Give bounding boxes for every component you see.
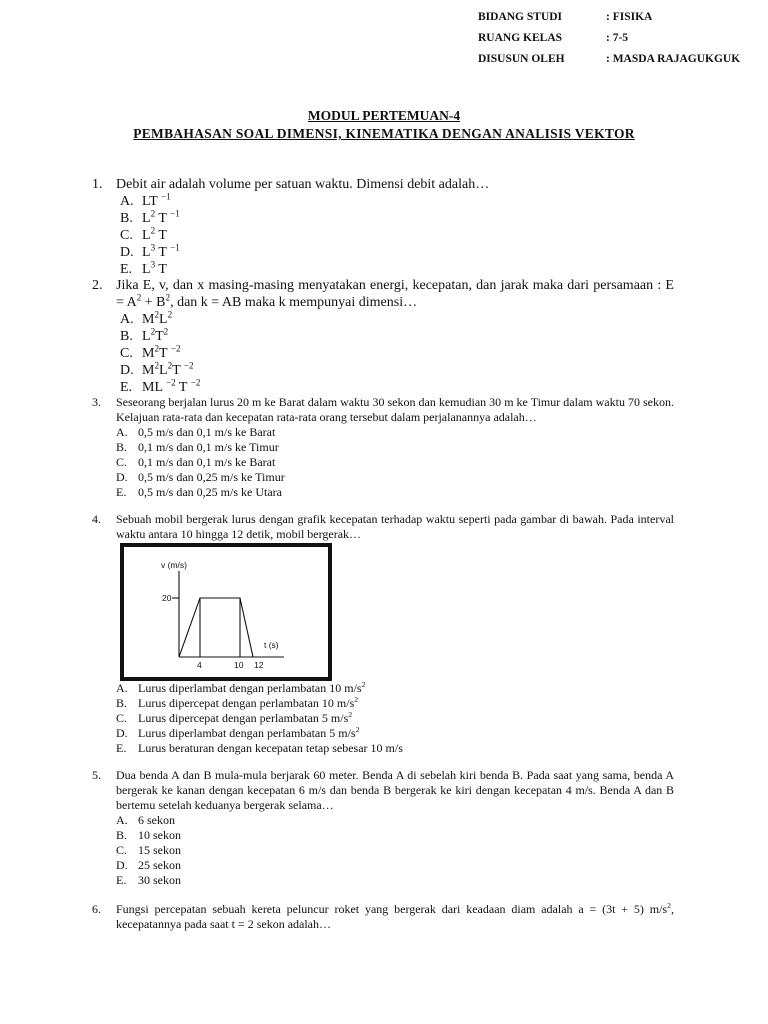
answer-option bbox=[116, 873, 674, 888]
question-text: Jika E, v, dan x masing-masing menyatakan energi, kecepatan, dan jarak maka dari persamaan : $E = A^2 + B^2$, dan k = AB maka k mempunyai dimensi… bbox=[116, 278, 674, 310]
question-1 bbox=[92, 176, 674, 278]
option-text: 0,5 m/s dan 0,25 m/s ke Timur bbox=[138, 470, 285, 484]
x-tick-label: 12 bbox=[254, 660, 264, 670]
header-row bbox=[478, 6, 740, 27]
answer-option bbox=[120, 379, 674, 396]
option-text: $L^2T^2$ bbox=[142, 326, 169, 344]
option-letter: B. bbox=[120, 211, 133, 226]
question-5 bbox=[92, 768, 674, 888]
option-letter: A. bbox=[120, 312, 134, 327]
option-letter: B. bbox=[120, 329, 133, 344]
option-text: 15 sekon bbox=[138, 843, 181, 857]
y-tick-label: 20 bbox=[162, 593, 172, 603]
answer-option bbox=[116, 681, 674, 696]
option-letter: B. bbox=[116, 828, 128, 842]
question-number: 6. bbox=[92, 902, 101, 916]
velocity-line bbox=[179, 598, 253, 657]
option-letter: E. bbox=[116, 873, 127, 887]
answer-option bbox=[116, 485, 674, 500]
option-list bbox=[116, 813, 674, 888]
header-label: RUANG KELAS bbox=[478, 31, 563, 44]
option-text: $M^2T$ $^{-2}$ bbox=[142, 343, 181, 361]
option-letter: A. bbox=[116, 681, 128, 695]
option-text: 6 sekon bbox=[138, 813, 175, 827]
option-list bbox=[116, 193, 674, 278]
option-text: $L^2$ T bbox=[142, 225, 167, 243]
option-text: $L^3$ T bbox=[142, 259, 167, 277]
answer-option bbox=[116, 858, 674, 873]
option-text: Lurus dipercepat dengan perlambatan 5 $m/s^2$ bbox=[138, 710, 353, 725]
answer-option bbox=[120, 311, 674, 328]
option-text: $L^3$ T $^{-1}$ bbox=[142, 242, 180, 260]
option-letter: E. bbox=[120, 380, 133, 395]
option-list bbox=[116, 681, 674, 756]
option-text: 0,5 m/s dan 0,1 m/s ke Barat bbox=[138, 425, 276, 439]
question-2 bbox=[92, 277, 674, 396]
option-letter: B. bbox=[116, 696, 128, 710]
x-axis-label: t (s) bbox=[264, 640, 279, 650]
option-letter: D. bbox=[116, 858, 128, 872]
header-row bbox=[478, 27, 740, 48]
y-axis-label: v (m/s) bbox=[161, 560, 187, 570]
x-tick-label: 10 bbox=[234, 660, 244, 670]
option-text: ML $^{-2}$ T $^{-2}$ bbox=[142, 377, 201, 395]
question-text: Dua benda A dan B mula-mula berjarak 60 meter. Benda A di sebelah kiri benda B. Pada saat yang sama, benda A bergerak ke kanan dengan kecepatan 6 m/s dan benda B bergerak ke kiri dengan kecepatan 4 m/s. Benda A dan B bertemu setelah keduanya bergerak selama… bbox=[116, 768, 674, 812]
option-text: 0,5 m/s dan 0,25 m/s ke Utara bbox=[138, 485, 282, 499]
option-text: 10 sekon bbox=[138, 828, 181, 842]
option-letter: D. bbox=[120, 245, 134, 260]
option-list bbox=[116, 425, 674, 500]
option-letter: C. bbox=[116, 455, 128, 469]
option-text: 25 sekon bbox=[138, 858, 181, 872]
option-letter: C. bbox=[116, 843, 128, 857]
question-body bbox=[116, 902, 674, 932]
option-text: 30 sekon bbox=[138, 873, 181, 887]
option-letter: A. bbox=[120, 194, 134, 209]
velocity-time-graph bbox=[120, 543, 332, 681]
header-row bbox=[478, 48, 740, 69]
answer-option bbox=[116, 440, 674, 455]
option-letter: D. bbox=[120, 363, 134, 378]
question-4-options bbox=[92, 681, 674, 756]
answer-option bbox=[116, 828, 674, 843]
answer-option bbox=[116, 711, 674, 726]
question-number: 1. bbox=[92, 177, 103, 192]
question-body bbox=[116, 512, 674, 542]
option-text: $M^2L^2$ bbox=[142, 309, 173, 327]
option-letter: E. bbox=[120, 262, 133, 277]
option-list bbox=[116, 311, 674, 396]
question-text: Seseorang berjalan lurus 20 m ke Barat dalam waktu 30 sekon dan kemudian 30 m ke Timur dalam waktu 70 sekon. Kelajuan rata-rata dan kecepatan rata-rata orang tersebut dalam perjalanannya adalah… bbox=[116, 395, 674, 424]
option-letter: E. bbox=[116, 485, 127, 499]
answer-option bbox=[120, 244, 674, 261]
option-text: $M^2L^2T$ $^{-2}$ bbox=[142, 360, 194, 378]
x-tick-label: 4 bbox=[197, 660, 202, 670]
question-number: 2. bbox=[92, 278, 103, 293]
question-text: Debit air adalah volume per satuan waktu. Dimensi debit adalah… bbox=[116, 177, 490, 192]
answer-option bbox=[120, 345, 674, 362]
answer-option bbox=[116, 470, 674, 485]
answer-option bbox=[120, 210, 674, 227]
answer-option bbox=[116, 696, 674, 711]
option-text: 0,1 m/s dan 0,1 m/s ke Timur bbox=[138, 440, 279, 454]
question-body bbox=[116, 768, 674, 888]
question-body bbox=[116, 681, 674, 756]
answer-option bbox=[120, 261, 674, 278]
answer-option bbox=[116, 726, 674, 741]
question-body bbox=[116, 277, 674, 396]
header-value: : 7-5 bbox=[606, 31, 629, 44]
answer-option bbox=[120, 328, 674, 345]
answer-option bbox=[120, 193, 674, 210]
option-text: $L^2$ T $^{-1}$ bbox=[142, 208, 180, 226]
question-body bbox=[116, 395, 674, 500]
question-text: Sebuah mobil bergerak lurus dengan grafik kecepatan terhadap waktu seperti pada gambar di bawah. Pada interval waktu antara 10 hingga 12 detik, mobil bergerak… bbox=[116, 512, 674, 541]
question-number: 4. bbox=[92, 512, 101, 526]
header-value: : FISIKA bbox=[606, 10, 653, 23]
header-label: BIDANG STUDI bbox=[478, 10, 563, 23]
option-letter: C. bbox=[116, 711, 128, 725]
answer-option bbox=[116, 455, 674, 470]
header-value: : MASDA RAJAGUKGUK bbox=[606, 52, 741, 65]
question-number: 3. bbox=[92, 395, 101, 409]
option-text: Lurus diperlambat dengan perlambatan 10 $m/s^2$ bbox=[138, 680, 366, 695]
answer-option bbox=[116, 843, 674, 858]
option-letter: C. bbox=[120, 228, 133, 243]
module-title: MODUL PERTEMUAN-4 bbox=[307, 108, 461, 123]
question-number: 5. bbox=[92, 768, 101, 782]
option-text: Lurus dipercepat dengan perlambatan 10 $m/s^2$ bbox=[138, 695, 359, 710]
answer-option bbox=[120, 362, 674, 379]
header-label: DISUSUN OLEH bbox=[478, 52, 565, 65]
document-header bbox=[478, 6, 740, 69]
option-text: Lurus beraturan dengan kecepatan tetap sebesar 10 m/s bbox=[138, 741, 403, 755]
option-letter: B. bbox=[116, 440, 128, 454]
option-letter: E. bbox=[116, 741, 127, 755]
question-text: Fungsi percepatan sebuah kereta peluncur roket yang bergerak dari keadaan diam adalah a = (3t + 5) $m/s^2$, kecepatannya pada saat t = 2 sekon adalah… bbox=[116, 901, 674, 931]
option-letter: A. bbox=[116, 813, 128, 827]
option-letter: D. bbox=[116, 726, 128, 740]
option-letter: C. bbox=[120, 346, 133, 361]
question-body bbox=[116, 176, 674, 278]
graph-svg bbox=[124, 547, 328, 677]
module-subtitle: PEMBAHASAN SOAL DIMENSI, KINEMATIKA DENGAN ANALISIS VEKTOR bbox=[133, 126, 635, 141]
answer-option bbox=[116, 425, 674, 440]
option-letter: D. bbox=[116, 470, 128, 484]
answer-option bbox=[120, 227, 674, 244]
question-3 bbox=[92, 395, 674, 500]
question-4 bbox=[92, 512, 674, 542]
option-text: 0,1 m/s dan 0,1 m/s ke Barat bbox=[138, 455, 276, 469]
answer-option bbox=[116, 813, 674, 828]
question-6 bbox=[92, 902, 674, 932]
option-letter: A. bbox=[116, 425, 128, 439]
answer-option bbox=[116, 741, 674, 756]
option-text: LT $^{-1}$ bbox=[142, 191, 171, 209]
option-text: Lurus diperlambat dengan perlambatan 5 $m/s^2$ bbox=[138, 725, 360, 740]
